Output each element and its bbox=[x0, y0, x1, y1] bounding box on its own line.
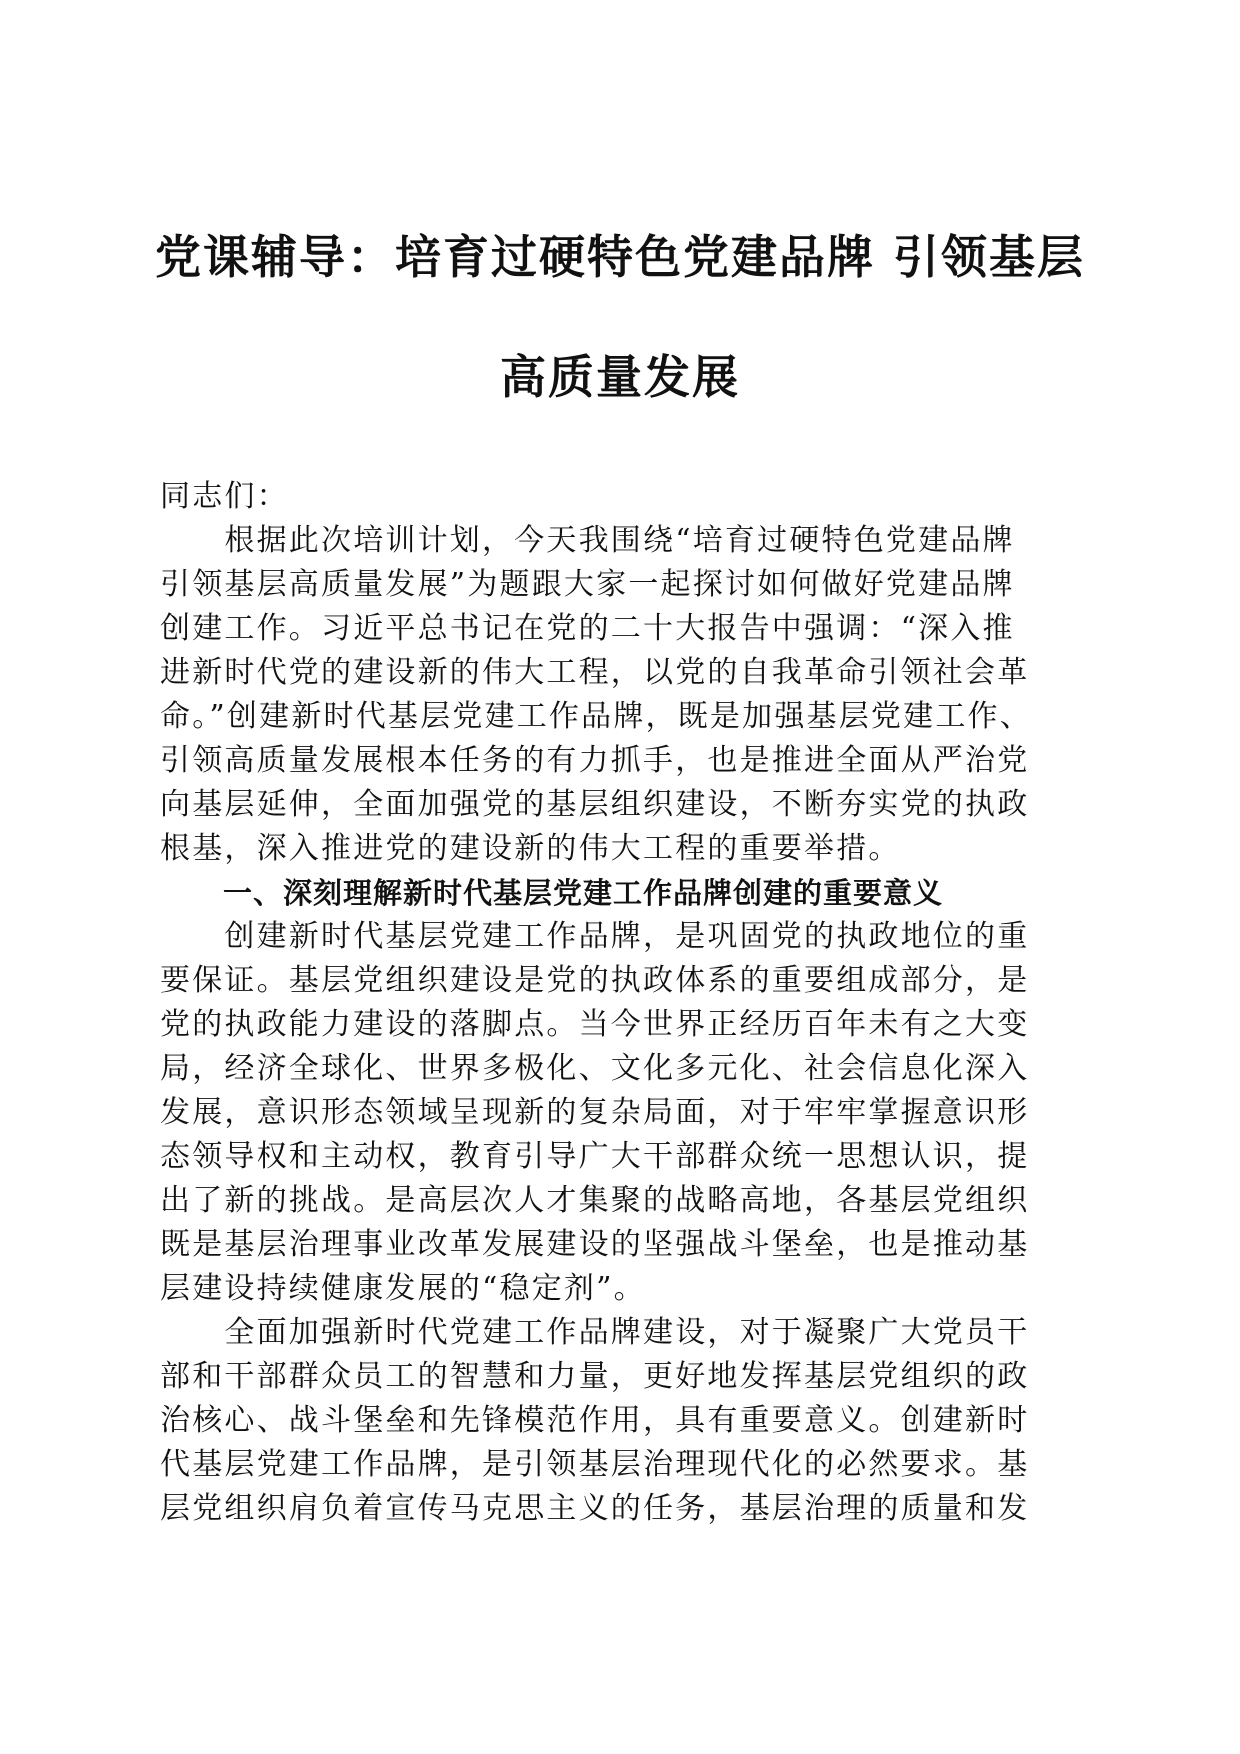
body-line: 向基层延伸，全面加强党的基层组织建设，不断夯实党的执政 bbox=[160, 787, 1030, 822]
body-line: 代基层党建工作品牌，是引领基层治理现代化的必然要求。基 bbox=[160, 1447, 1030, 1482]
body-line: 创建工作。习近平总书记在党的二十大报告中强调：“深入推 bbox=[160, 611, 1015, 646]
body-line: 党的执政能力建设的落脚点。当今世界正经历百年未有之大变 bbox=[160, 1007, 1030, 1042]
body-line: 全面加强新时代党建工作品牌建设，对于凝聚广大党员干 bbox=[160, 1315, 1030, 1350]
body-line: 要保证。基层党组织建设是党的执政体系的重要组成部分，是 bbox=[160, 963, 1030, 998]
body-line: 层建设持续健康发展的“稳定剂”。 bbox=[160, 1271, 646, 1306]
body-line: 命。”创建新时代基层党建工作品牌，既是加强基层党建工作、 bbox=[160, 699, 1032, 734]
body-line: 根据此次培训计划，今天我围绕“培育过硬特色党建品牌 bbox=[160, 523, 1015, 558]
body-line: 治核心、战斗堡垒和先锋模范作用，具有重要意义。创建新时 bbox=[160, 1403, 1030, 1438]
body-line: 部和干部群众员工的智慧和力量，更好地发挥基层党组织的政 bbox=[160, 1359, 1030, 1394]
body-line: 根基，深入推进党的建设新的伟大工程的重要举措。 bbox=[160, 831, 901, 866]
document-title-line-2: 高质量发展 bbox=[500, 350, 740, 404]
body-line: 发展，意识形态领域呈现新的复杂局面，对于牢牢掌握意识形 bbox=[160, 1095, 1030, 1130]
body-line: 局，经济全球化、世界多极化、文化多元化、社会信息化深入 bbox=[160, 1051, 1030, 1086]
salutation: 同志们： bbox=[160, 479, 289, 514]
section-heading-1: 一、深刻理解新时代基层党建工作品牌创建的重要意义 bbox=[223, 876, 944, 910]
body-line: 层党组织肩负着宣传马克思主义的任务，基层治理的质量和发 bbox=[160, 1491, 1030, 1526]
body-line: 进新时代党的建设新的伟大工程，以党的自我革命引领社会革 bbox=[160, 655, 1030, 690]
body-line: 出了新的挑战。是高层次人才集聚的战略高地，各基层党组织 bbox=[160, 1183, 1030, 1218]
document-title-line-1: 党课辅导：培育过硬特色党建品牌 引领基层 bbox=[154, 230, 1085, 284]
body-line: 引领高质量发展根本任务的有力抓手，也是推进全面从严治党 bbox=[160, 743, 1030, 778]
body-line: 引领基层高质量发展”为题跟大家一起探讨如何做好党建品牌 bbox=[160, 567, 1015, 602]
body-line: 态领导权和主动权，教育引导广大干部群众统一思想认识，提 bbox=[160, 1139, 1030, 1174]
body-line: 既是基层治理事业改革发展建设的坚强战斗堡垒，也是推动基 bbox=[160, 1227, 1030, 1262]
body-line: 创建新时代基层党建工作品牌，是巩固党的执政地位的重 bbox=[160, 919, 1030, 954]
